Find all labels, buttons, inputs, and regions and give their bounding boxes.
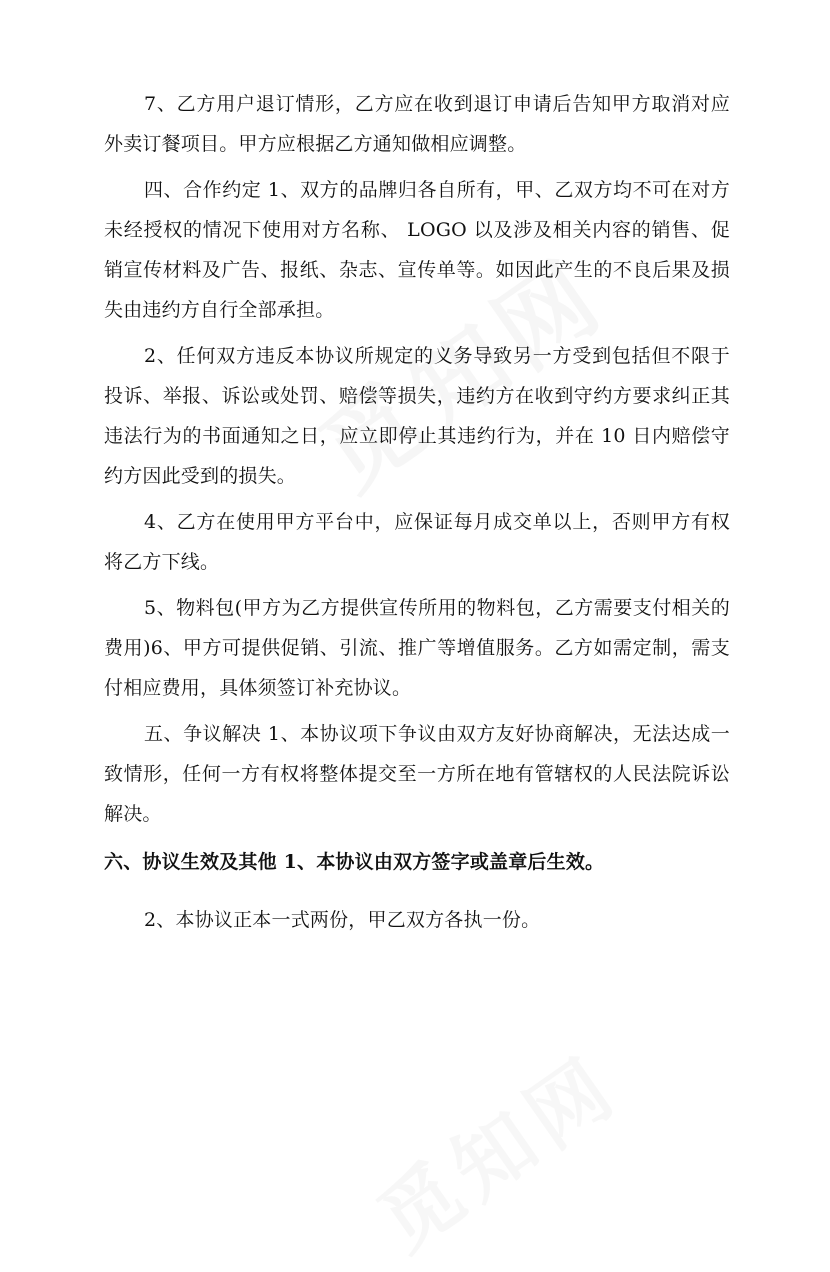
paragraph-breach: 2、任何双方违反本协议所规定的义务导致另一方受到包括但不限于投诉、举报、诉讼或处罚、赔偿等损失，违约方在收到守约方要求纠正其违法行为的书面通知之日，应立即停止其违约行为，并在 10 日内赔偿守约方因此受到的损失。 bbox=[104, 345, 730, 487]
paragraph-platform-usage: 4、乙方在使用甲方平台中，应保证每月成交单以上，否则甲方有权将乙方下线。 bbox=[104, 511, 730, 573]
watermark bbox=[351, 1023, 638, 1272]
paragraph-effectiveness-heading: 六、协议生效及其他 1、本协议由双方签字或盖章后生效。 bbox=[104, 851, 605, 873]
paragraph-copies: 2、本协议正本一式两份，甲乙双方各执一份。 bbox=[144, 909, 541, 931]
paragraph-materials: 5、物料包(甲方为乙方提供宣传所用的物料包，乙方需要支付相关的费用)6、甲方可提供促销、引流、推广等增值服务。乙方如需定制，需支付相应费用，具体须签订补充协议。 bbox=[104, 597, 730, 699]
paragraph-dispute: 五、争议解决 1、本协议项下争议由双方友好协商解决，无法达成一致情形，任何一方有权将整体提交至一方所在地有管辖权的人民法院诉讼解决。 bbox=[104, 723, 730, 825]
paragraph-unsubscribe: 7、乙方用户退订情形，乙方应在收到退订申请后告知甲方取消对应外卖订餐项目。甲方应根据乙方通知做相应调整。 bbox=[104, 93, 730, 155]
paragraph-cooperation: 四、合作约定 1、双方的品牌归各自所有，甲、乙双方均不可在对方未经授权的情况下使用对方名称、 LOGO 以及涉及相关内容的销售、促销宣传材料及广告、报纸、杂志、宣传单等。如因此产生的不良后果及损失由违约方自行全部承担。 bbox=[104, 179, 730, 321]
